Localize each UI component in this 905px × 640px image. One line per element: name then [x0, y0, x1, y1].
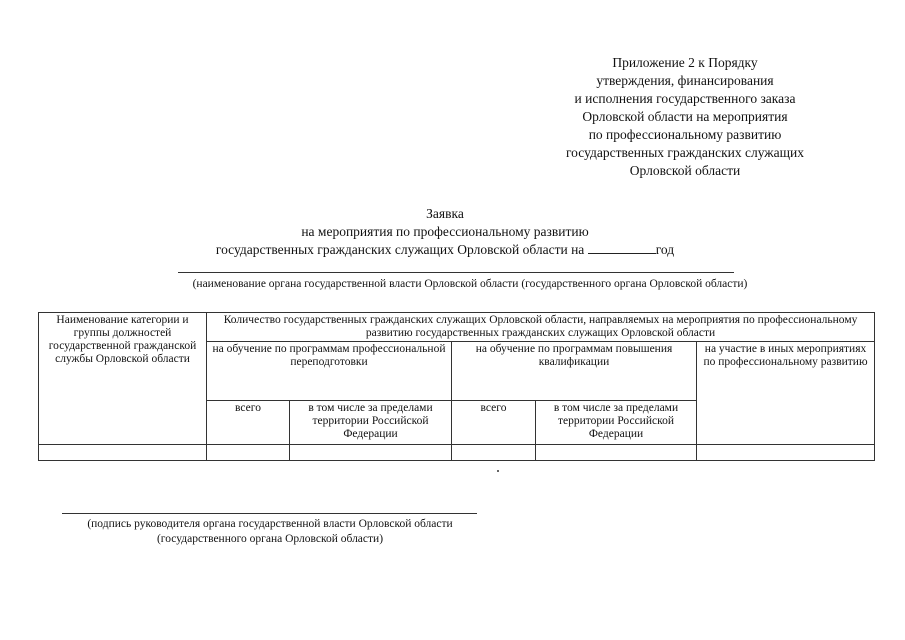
org-caption: (наименование органа государственной власти Орловской области (государственного органа Орловской области)	[192, 278, 748, 290]
title-line-1: Заявка	[426, 206, 464, 221]
appendix-line: по профессиональному развитию	[588, 127, 782, 142]
title-line-2: на мероприятия по профессиональному развитию	[301, 224, 589, 239]
signature-line[interactable]	[62, 513, 477, 514]
title-line-3-text: государственных гражданских служащих Орловской области на	[215, 242, 585, 257]
header-retraining-abroad: в том числе за пределами территории Российской Федерации	[290, 401, 452, 445]
appendix-note	[520, 54, 850, 180]
table-cell[interactable]	[452, 445, 536, 461]
signature-caption-line-2: (государственного органа Орловской области)	[156, 533, 384, 545]
table-cell[interactable]	[290, 445, 452, 461]
header-main: Количество государственных гражданских служащих Орловской области, направляемых на мероприятия по профессиональному развитию государственных гражданских служащих Орловской области	[207, 313, 875, 342]
title-year-suffix: год	[655, 242, 675, 257]
year-blank-field[interactable]	[588, 241, 656, 254]
document-title	[150, 205, 740, 259]
appendix-line: и исполнения государственного заказа	[574, 91, 796, 106]
header-retraining: на обучение по программам профессиональной переподготовки	[207, 342, 452, 401]
table-cell[interactable]	[39, 445, 207, 461]
scan-speck	[497, 470, 499, 472]
header-qualification: на обучение по программам повышения квалификации	[452, 342, 697, 401]
signature-caption	[50, 517, 490, 547]
title-line-3	[150, 241, 740, 259]
appendix-line: утверждения, финансирования	[596, 73, 774, 88]
appendix-line: Приложение 2 к Порядку	[612, 55, 758, 70]
table-cell[interactable]	[697, 445, 875, 461]
appendix-line: Орловской области на мероприятия	[582, 109, 788, 124]
table-cell[interactable]	[207, 445, 290, 461]
header-other-events: на участие в иных мероприятиях по профессиональному развитию	[697, 342, 875, 445]
request-table	[38, 312, 875, 461]
org-name-line[interactable]	[178, 272, 734, 273]
appendix-line: государственных гражданских служащих	[565, 145, 805, 160]
appendix-line: Орловской области	[629, 163, 741, 178]
header-qualification-total: всего	[452, 401, 536, 445]
header-retraining-total: всего	[207, 401, 290, 445]
header-qualification-abroad: в том числе за пределами территории Российской Федерации	[536, 401, 697, 445]
signature-caption-line-1: (подпись руководителя органа государственной власти Орловской области	[87, 518, 453, 530]
table-cell[interactable]	[536, 445, 697, 461]
header-category: Наименование категории и группы должностей государственной гражданской службы Орловской области	[39, 313, 207, 445]
